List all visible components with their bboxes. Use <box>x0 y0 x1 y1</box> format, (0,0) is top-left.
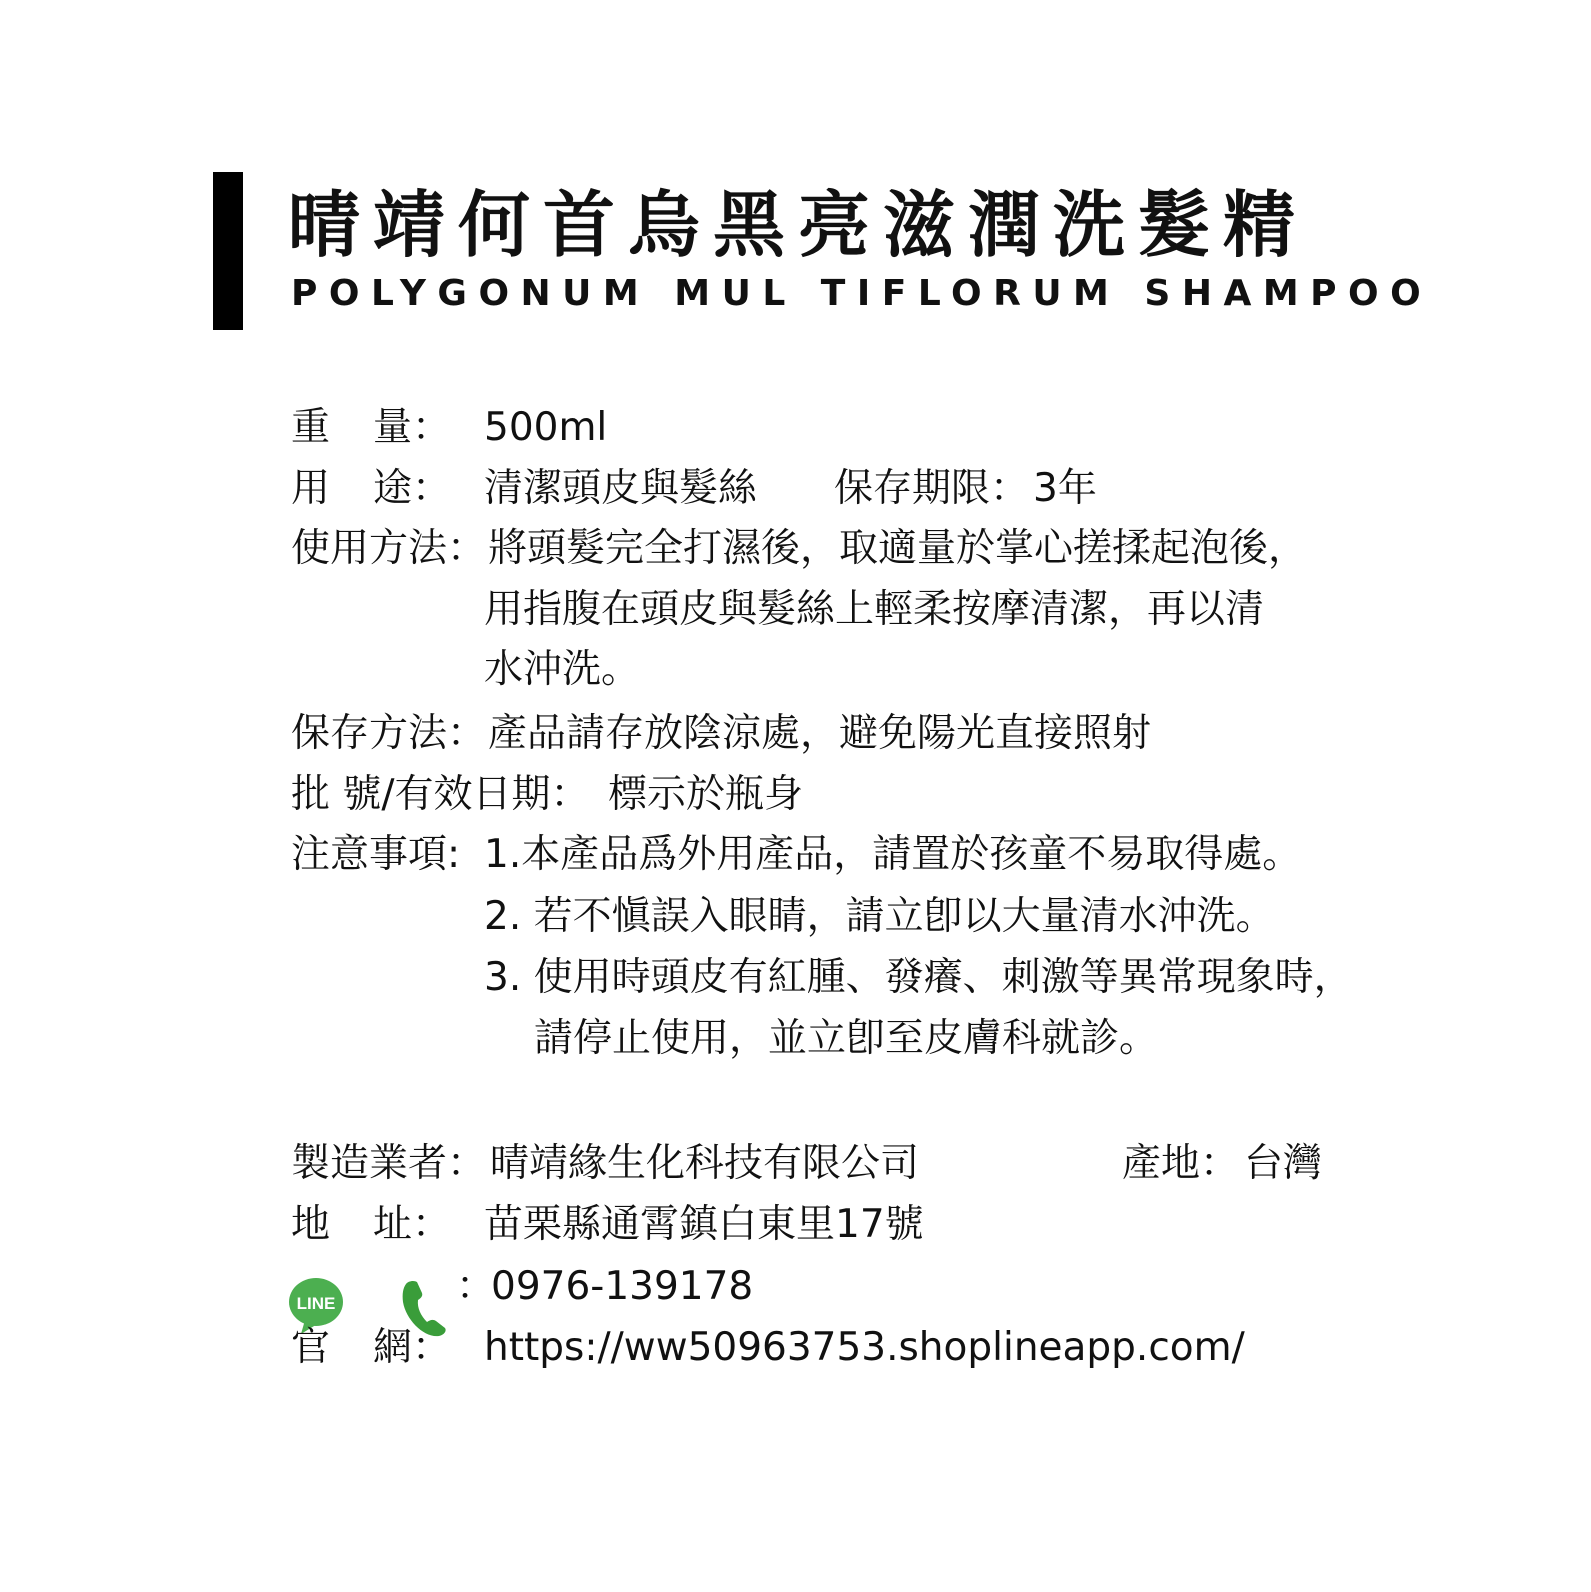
method-line: 用指腹在頭皮與髮絲上輕柔按摩清潔，再以清 <box>484 587 1265 632</box>
address-value: 苗栗縣通霄鎮白東里17號 <box>484 1202 924 1247</box>
usage-label: 用 途： <box>291 466 451 511</box>
product-title-en: POLYGONUM MUL TIFLORUM SHAMPOO <box>291 273 1433 314</box>
contact-separator: ： <box>456 1264 496 1309</box>
method-label: 使用方法： <box>291 526 487 571</box>
storage-label: 保存方法： <box>291 711 487 756</box>
shelf-life-value: 3年 <box>1033 466 1097 511</box>
weight-label: 重 量： <box>291 405 451 450</box>
notes-line: 2. 若不愼誤入眼睛，請立卽以大量清水沖洗。 <box>484 894 1275 939</box>
batch-value: 標示於瓶身 <box>608 772 804 817</box>
method-line: 將頭髮完全打濕後，取適量於掌心搓揉起泡後， <box>488 526 1308 571</box>
phone-number: 0976-139178 <box>491 1264 754 1309</box>
notes-line: 1.本產品爲外用產品，請置於孩童不易取得處。 <box>484 832 1302 877</box>
weight-value: 500ml <box>484 405 608 450</box>
origin-value: 台灣 <box>1244 1141 1323 1186</box>
usage-value: 清潔頭皮與髮絲 <box>484 466 758 511</box>
maker-value: 晴靖緣生化科技有限公司 <box>490 1141 920 1186</box>
notes-label: 注意事項: <box>291 832 461 877</box>
maker-label: 製造業者： <box>291 1141 487 1186</box>
notes-line: 3. 使用時頭皮有紅腫、發癢、刺激等異常現象時， <box>484 955 1353 1000</box>
website-label: 官 網： <box>291 1325 451 1370</box>
website-link[interactable]: https://ww50963753.shoplineapp.com/ <box>484 1325 1245 1370</box>
notes-line: 請停止使用，並立卽至皮膚科就診。 <box>534 1016 1159 1061</box>
shelf-life-label: 保存期限： <box>834 466 1030 511</box>
storage-value: 產品請存放陰涼處，避免陽光直接照射 <box>488 711 1152 756</box>
origin-label: 產地： <box>1122 1141 1240 1186</box>
svg-text:LINE: LINE <box>296 1294 336 1313</box>
title-accent-bar <box>213 172 243 330</box>
address-label: 地 址： <box>291 1202 451 1247</box>
method-line: 水沖洗。 <box>484 647 641 692</box>
batch-label: 批 號/有效日期： <box>291 772 590 817</box>
product-title-zh: 晴靖何首烏黑亮滋潤洗髮精 <box>288 183 1309 267</box>
